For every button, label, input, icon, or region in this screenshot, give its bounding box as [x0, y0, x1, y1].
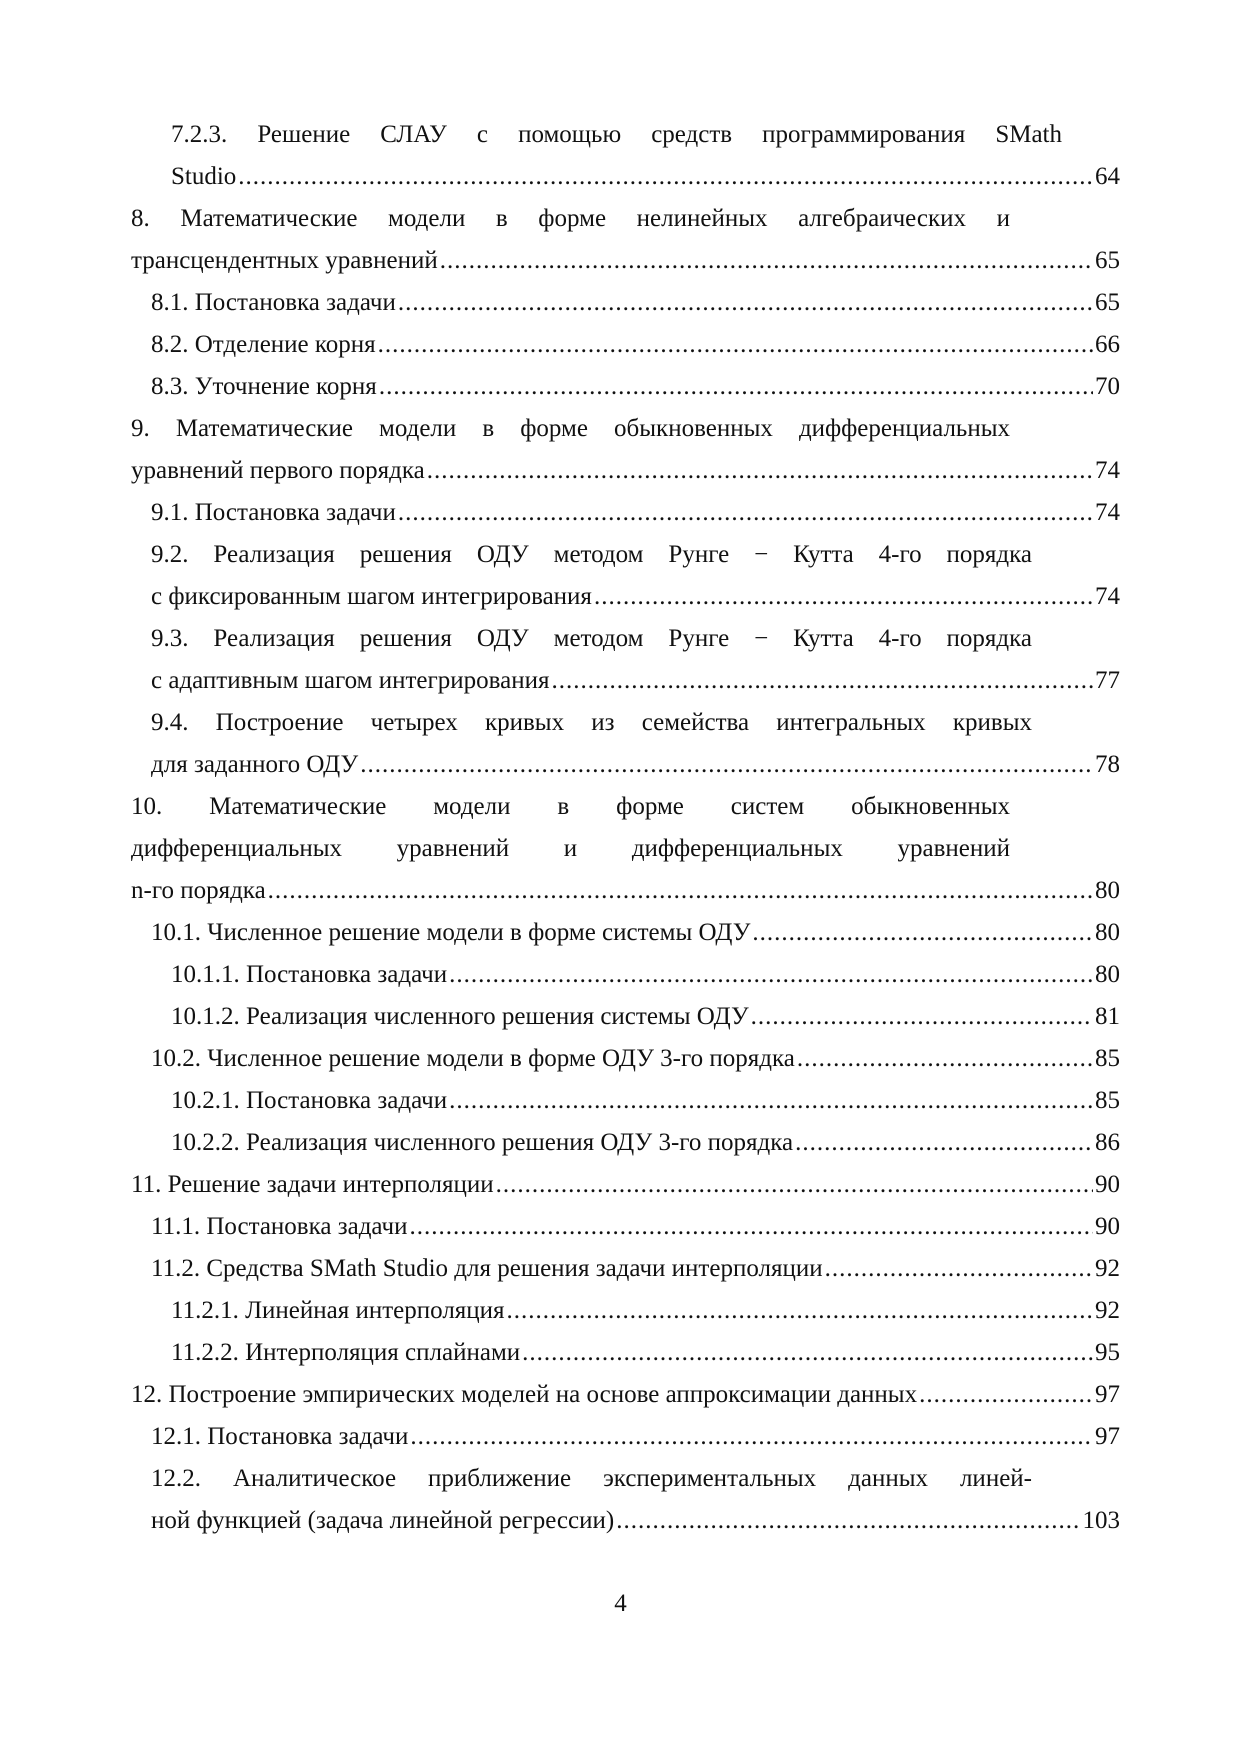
toc-entry-text: дифференциальных уравнений и дифференциальных уравнений [131, 835, 1010, 862]
dot-leader [378, 324, 1093, 366]
toc-entry-text: трансцендентных уравнений [131, 247, 438, 274]
toc-entry[interactable] [131, 1374, 1120, 1416]
toc-entry[interactable] [131, 1290, 1120, 1332]
toc-entry-last-line [131, 576, 1120, 618]
toc-page-number: 103 [1082, 1507, 1120, 1534]
dot-leader [795, 1122, 1093, 1164]
toc-entry-last-line [131, 1416, 1120, 1458]
toc-entry-last-line [131, 282, 1120, 324]
toc-page-number: 92 [1095, 1255, 1120, 1282]
toc-entry[interactable] [131, 282, 1120, 324]
toc-page-number: 86 [1095, 1129, 1120, 1156]
toc-page-number: 97 [1095, 1423, 1120, 1450]
toc-entry-text: 8.2. Отделение корня [151, 331, 376, 358]
toc-entry-last-line [131, 1332, 1120, 1374]
toc-entry[interactable] [131, 408, 1120, 492]
toc-entry-text: 9.4. Построение четырех кривых из семейства интегральных кривых [151, 709, 1032, 736]
toc-page-number: 81 [1095, 1003, 1120, 1030]
dot-leader [551, 660, 1093, 702]
toc-entry-text: 12. Построение эмпирических моделей на основе аппроксимации данных [131, 1381, 918, 1408]
toc-page-number: 66 [1095, 331, 1120, 358]
toc-entry-last-line [131, 912, 1120, 954]
toc-entry-last-line [131, 1290, 1120, 1332]
toc-entry-text: 10. Математические модели в форме систем обыкновенных [131, 793, 1010, 820]
toc-entry-text: 9. Математические модели в форме обыкновенных дифференциальных [131, 415, 1010, 442]
toc-entry-text: ной функцией (задача линейной регрессии) [151, 1507, 615, 1534]
toc-page-number: 65 [1095, 247, 1120, 274]
toc-entry-text: Studio [171, 163, 237, 190]
toc-entry-last-line [131, 1038, 1120, 1080]
toc-entry[interactable] [131, 1038, 1120, 1080]
toc-entry-text: 10.1.1. Постановка задачи [171, 961, 448, 988]
toc-entry[interactable] [131, 618, 1120, 702]
toc-entry-text: для заданного ОДУ [151, 751, 359, 778]
toc-entry[interactable] [131, 366, 1120, 408]
dot-leader [449, 954, 1093, 996]
dot-leader [594, 576, 1093, 618]
toc-entry-text: 11. Решение задачи интерполяции [131, 1171, 494, 1198]
toc-entry-text: с адаптивным шагом интегрирования [151, 667, 550, 694]
toc-page-number: 78 [1095, 751, 1120, 778]
toc-page-number: 95 [1095, 1339, 1120, 1366]
toc-entry-last-line [131, 1122, 1120, 1164]
toc-entry-last-line [131, 660, 1120, 702]
toc-entry-text: уравнений первого порядка [131, 457, 425, 484]
toc-page-number: 74 [1095, 457, 1120, 484]
dot-leader [268, 870, 1093, 912]
toc-page-number: 65 [1095, 289, 1120, 316]
toc-entry[interactable] [131, 1458, 1120, 1542]
toc-entry-last-line [131, 324, 1120, 366]
toc-entry-last-line [131, 450, 1120, 492]
dot-leader [238, 156, 1093, 198]
toc-entry-text: 8.1. Постановка задачи [151, 289, 396, 316]
toc-entry-text: 10.1.2. Реализация численного решения системы ОДУ [171, 1003, 749, 1030]
toc-entry-text: 12.2. Аналитическое приближение экспериментальных данных линей- [151, 1465, 1032, 1492]
toc-entry[interactable] [131, 198, 1120, 282]
dot-leader [496, 1164, 1093, 1206]
toc-page-number: 92 [1095, 1297, 1120, 1324]
toc-entry-text: 10.2. Численное решение модели в форме ОДУ 3-го порядка [151, 1045, 795, 1072]
toc-page-number: 80 [1095, 919, 1120, 946]
toc-entry-last-line [131, 1080, 1120, 1122]
toc-page-number: 64 [1095, 163, 1120, 190]
dot-leader [440, 240, 1093, 282]
toc-entry[interactable] [131, 954, 1120, 996]
toc-page-number: 97 [1095, 1381, 1120, 1408]
toc-entry[interactable] [131, 996, 1120, 1038]
toc-entry[interactable] [131, 912, 1120, 954]
dot-leader [522, 1332, 1093, 1374]
toc-entry-text: 9.3. Реализация решения ОДУ методом Рунге − Кутта 4-го порядка [151, 625, 1032, 652]
toc-entry[interactable] [131, 786, 1120, 912]
toc-entry[interactable] [131, 1122, 1120, 1164]
toc-entry-last-line [131, 1374, 1120, 1416]
toc-entry-last-line [131, 1248, 1120, 1290]
toc-page-number: 90 [1095, 1171, 1120, 1198]
dot-leader [919, 1374, 1093, 1416]
toc-entry-last-line [131, 240, 1120, 282]
toc-entry[interactable] [131, 1080, 1120, 1122]
dot-leader [427, 450, 1093, 492]
toc-entry-text: 11.2. Средства SMath Studio для решения задачи интерполяции [151, 1255, 823, 1282]
toc-entry-last-line [131, 1164, 1120, 1206]
toc-entry-text: 9.1. Постановка задачи [151, 499, 396, 526]
toc-entry-text: 10.2.1. Постановка задачи [171, 1087, 448, 1114]
toc-entry-last-line [131, 366, 1120, 408]
toc-page-number: 80 [1095, 961, 1120, 988]
table-of-contents [131, 114, 1120, 1542]
toc-entry-last-line [131, 954, 1120, 996]
toc-entry[interactable] [131, 1206, 1120, 1248]
toc-entry-text: 9.2. Реализация решения ОДУ методом Рунге − Кутта 4-го порядка [151, 541, 1032, 568]
toc-entry-last-line [131, 1206, 1120, 1248]
dot-leader [409, 1206, 1093, 1248]
toc-page-number: 85 [1095, 1087, 1120, 1114]
toc-page-number: 80 [1095, 877, 1120, 904]
toc-page-number: 74 [1095, 499, 1120, 526]
dot-leader [360, 744, 1093, 786]
toc-entry-text: 12.1. Постановка задачи [151, 1423, 409, 1450]
toc-entry[interactable] [131, 1164, 1120, 1206]
toc-entry-text: с фиксированным шагом интегрирования [151, 583, 592, 610]
toc-entry-last-line [131, 744, 1120, 786]
toc-entry[interactable] [131, 1332, 1120, 1374]
toc-entry[interactable] [131, 534, 1120, 618]
dot-leader [752, 912, 1093, 954]
toc-entry[interactable] [131, 1248, 1120, 1290]
toc-entry-last-line [131, 996, 1120, 1038]
toc-page-number: 70 [1095, 373, 1120, 400]
dot-leader [507, 1290, 1093, 1332]
toc-entry-text: 10.2.2. Реализация численного решения ОДУ 3-го порядка [171, 1129, 794, 1156]
toc-entry[interactable] [131, 1416, 1120, 1458]
dot-leader [379, 366, 1093, 408]
toc-page-number: 77 [1095, 667, 1120, 694]
toc-entry-text: 11.2.2. Интерполяция сплайнами [171, 1339, 521, 1366]
dot-leader [398, 282, 1093, 324]
toc-entry-text: 7.2.3. Решение СЛАУ с помощью средств программирования SMath [171, 121, 1062, 148]
dot-leader [449, 1080, 1093, 1122]
toc-entry-last-line [131, 870, 1120, 912]
dot-leader [616, 1500, 1080, 1542]
dot-leader [410, 1416, 1093, 1458]
toc-entry-text: 8. Математические модели в форме нелинейных алгебраических и [131, 205, 1010, 232]
dot-leader [825, 1248, 1093, 1290]
toc-entry-text: 10.1. Численное решение модели в форме системы ОДУ [151, 919, 751, 946]
toc-entry-last-line [131, 492, 1120, 534]
toc-page-number: 90 [1095, 1213, 1120, 1240]
toc-entry-last-line [131, 156, 1120, 198]
toc-entry[interactable] [131, 702, 1120, 786]
toc-page-number: 85 [1095, 1045, 1120, 1072]
toc-entry[interactable] [131, 324, 1120, 366]
toc-entry-text: 11.2.1. Линейная интерполяция [171, 1297, 505, 1324]
dot-leader [398, 492, 1093, 534]
toc-entry-text: 8.3. Уточнение корня [151, 373, 377, 400]
toc-entry-last-line [131, 1500, 1120, 1542]
page-number: 4 [614, 1590, 627, 1617]
toc-entry[interactable] [131, 114, 1120, 198]
toc-entry-text: 11.1. Постановка задачи [151, 1213, 408, 1240]
toc-entry[interactable] [131, 492, 1120, 534]
toc-entry-text: n-го порядка [131, 877, 266, 904]
toc-page-number: 74 [1095, 583, 1120, 610]
dot-leader [797, 1038, 1093, 1080]
dot-leader [751, 996, 1093, 1038]
